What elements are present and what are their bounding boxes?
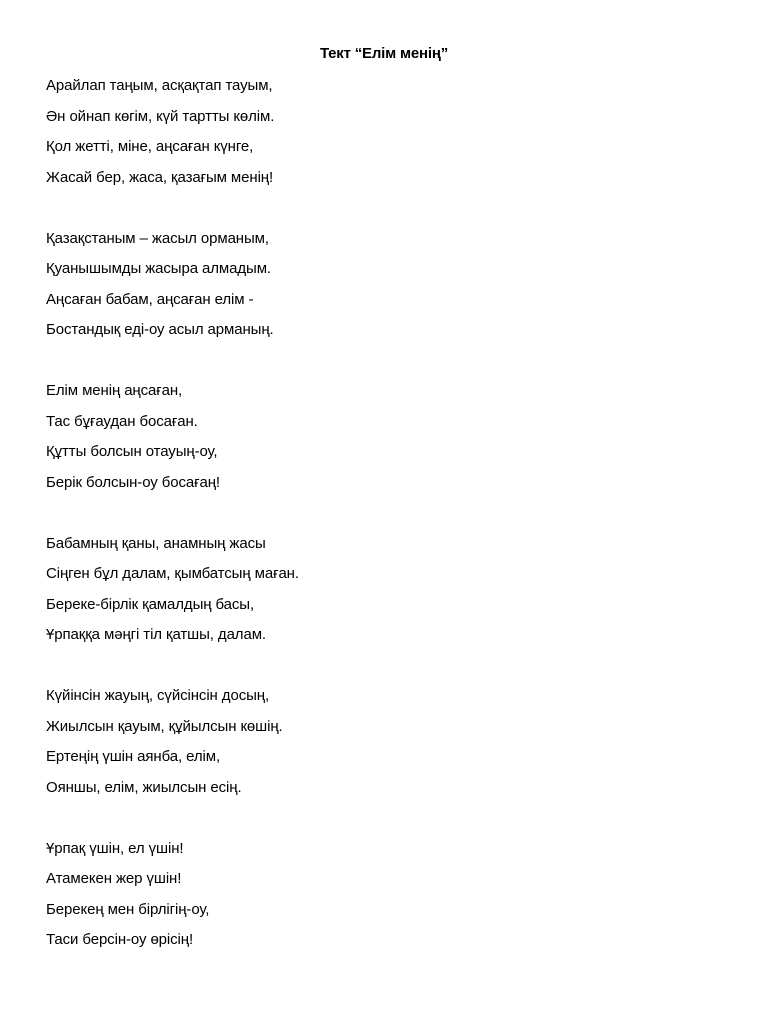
stanza <box>46 686 299 808</box>
poem-line: Аңсаған бабам, аңсаған елім - <box>46 290 254 308</box>
poem-line: Елім менің аңсаған, <box>46 382 183 399</box>
poem-line: Ән ойнап көгім, күй тартты көлім. <box>46 107 275 125</box>
poem-line: Таси берсін-оу өрісің! <box>46 931 194 948</box>
poem-line: Арайлап таңым, асқақтап тауым, <box>46 77 273 94</box>
document-title: Тект “Елім менің” <box>319 45 449 62</box>
poem-body <box>46 76 299 991</box>
stanza <box>46 229 299 351</box>
poem-line: Ертеңің үшін аянба, елім, <box>46 748 221 765</box>
poem-line: Қуанышымды жасыра алмадым. <box>46 260 271 277</box>
poem-line: Ұрпаққа мәңгі тіл қатшы, далам. <box>46 626 266 643</box>
poem-line: Қол жетті, міне, аңсаған күнге, <box>46 138 254 155</box>
stanza <box>46 76 299 198</box>
poem-line: Жасай бер, жаса, қазағым менің! <box>46 168 274 186</box>
poem-line: Күйінсін жауың, сүйсінсін досың, <box>46 687 270 704</box>
poem-line: Ұрпақ үшін, ел үшін! <box>46 839 184 857</box>
stanza <box>46 839 299 961</box>
poem-line: Ояншы, елім, жиылсын есің. <box>46 778 242 796</box>
poem-line: Сіңген бұл далам, қымбатсың маған. <box>46 565 299 582</box>
poem-line: Жиылсын қауым, құйылсын көшің. <box>46 717 283 735</box>
poem-line: Қазақстаным – жасыл орманым, <box>46 229 269 247</box>
poem-line: Берік болсын-оу босағаң! <box>46 473 220 491</box>
poem-line: Берекең мен бірлігің-оу, <box>46 900 210 918</box>
stanza <box>46 534 299 656</box>
poem-line: Бабамның қаны, анамның жасы <box>46 534 266 552</box>
poem-line: Бостандық еді-оу асыл арманың. <box>46 321 274 338</box>
poem-line: Тас бұғаудан босаған. <box>46 412 198 430</box>
poem-line: Құтты болсын отауың-оу, <box>46 443 218 460</box>
poem-line: Береке-бірлік қамалдың басы, <box>46 595 255 613</box>
stanza <box>46 381 299 503</box>
poem-line: Атамекен жер үшін! <box>46 870 182 887</box>
